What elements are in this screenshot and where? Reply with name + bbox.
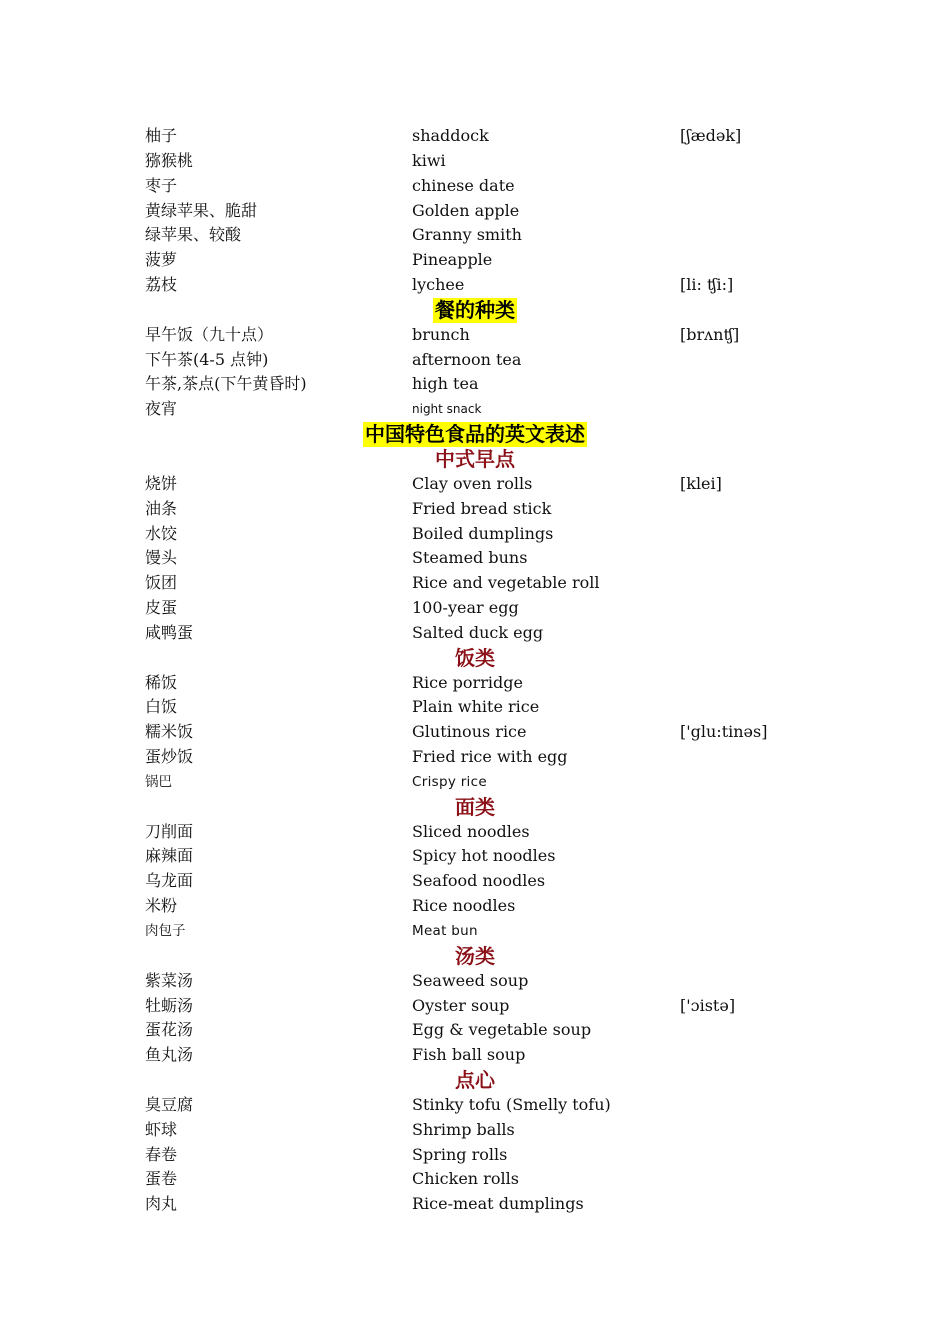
english-term: Oyster soup: [412, 995, 510, 1015]
chinese-term: 臭豆腐: [145, 1094, 194, 1114]
english-term: Spicy hot noodles: [412, 846, 556, 866]
chinese-term: 黄绿苹果、脆甜: [145, 200, 258, 220]
vocab-row: [0, 720, 950, 745]
chinese-term: 锅巴: [145, 773, 172, 790]
phonetic: [brʌnʧ]: [680, 324, 740, 344]
english-term: Meat bun: [412, 923, 478, 939]
vocab-row: [0, 472, 950, 497]
vocab-row: [0, 1167, 950, 1192]
vocab-row: [0, 1118, 950, 1143]
section-heading: [0, 795, 950, 820]
english-term: brunch: [412, 324, 470, 344]
chinese-term: 油条: [145, 498, 178, 518]
english-term: Plain white rice: [412, 697, 540, 717]
section-heading: [0, 1068, 950, 1093]
vocab-row: [0, 820, 950, 845]
vocab-row: [0, 596, 950, 621]
chinese-term: 蛋炒饭: [145, 747, 194, 767]
section-heading-text: 餐的种类: [435, 297, 515, 322]
chinese-term: 虾球: [145, 1119, 178, 1139]
chinese-term: 绿苹果、较酸: [145, 225, 242, 245]
section-heading: [0, 944, 950, 969]
phonetic: [ʃædək]: [680, 126, 742, 145]
english-term: shaddock: [412, 126, 489, 145]
english-term: Rice-meat dumplings: [412, 1194, 584, 1214]
english-term: kiwi: [412, 150, 446, 170]
phonetic: [klei]: [680, 473, 722, 493]
chinese-term: 柚子: [145, 126, 178, 145]
english-term: Rice and vegetable roll: [412, 573, 600, 593]
english-term: Seafood noodles: [412, 871, 546, 891]
chinese-term: 枣子: [145, 175, 178, 195]
english-term: chinese date: [412, 175, 515, 195]
section-heading: [0, 422, 950, 447]
phonetic: [li: ʧi:]: [680, 275, 734, 295]
vocab-row: [0, 671, 950, 696]
vocab-row: [0, 621, 950, 646]
chinese-term: 下午茶(4-5 点钟): [145, 349, 269, 369]
phonetic: ['ɔistə]: [680, 995, 736, 1015]
chinese-term: 烧饼: [145, 473, 178, 493]
chinese-term: 牡蛎汤: [145, 995, 194, 1015]
vocab-row: [0, 770, 950, 795]
vocab-row: [0, 695, 950, 720]
english-term: Fried bread stick: [412, 498, 552, 518]
chinese-term: 鱼丸汤: [145, 1045, 194, 1065]
phonetic: ['glu:tinəs]: [680, 722, 768, 742]
vocab-row: [0, 1143, 950, 1168]
chinese-term: 春卷: [145, 1144, 178, 1164]
chinese-term: 夜宵: [145, 399, 178, 419]
english-term: Stinky tofu (Smelly tofu): [412, 1094, 611, 1114]
english-term: Crispy rice: [412, 773, 487, 790]
vocab-row: [0, 745, 950, 770]
english-term: lychee: [412, 275, 465, 295]
chinese-term: 乌龙面: [145, 871, 194, 891]
english-term: afternoon tea: [412, 349, 522, 369]
chinese-term: 紫菜汤: [145, 970, 194, 990]
chinese-term: 肉包子: [145, 923, 186, 939]
english-term: Granny smith: [412, 225, 522, 245]
section-heading-text: 饭类: [455, 645, 495, 670]
english-term: Shrimp balls: [412, 1119, 515, 1139]
vocab-row: [0, 223, 950, 248]
section-heading-text: 中国特色食品的英文表述: [365, 422, 585, 447]
chinese-term: 白饭: [145, 697, 178, 717]
vocab-row: [0, 919, 950, 944]
section-heading: [0, 646, 950, 671]
section-heading-text: 面类: [455, 794, 495, 819]
vocab-row: [0, 546, 950, 571]
vocab-row: [0, 1192, 950, 1217]
chinese-term: 麻辣面: [145, 846, 194, 866]
english-term: Seaweed soup: [412, 970, 529, 990]
section-heading-text: 汤类: [455, 943, 495, 968]
english-term: Steamed buns: [412, 548, 528, 568]
vocab-row: [0, 1093, 950, 1118]
vocab-row: [0, 348, 950, 373]
vocab-row: [0, 124, 950, 149]
vocab-row: [0, 273, 950, 298]
section-heading: [0, 298, 950, 323]
english-term: Salted duck egg: [412, 622, 544, 642]
vocab-row: [0, 174, 950, 199]
chinese-term: 蛋卷: [145, 1169, 178, 1189]
chinese-term: 刀削面: [145, 821, 194, 841]
document-page: [0, 124, 950, 1217]
vocab-row: [0, 844, 950, 869]
vocab-row: [0, 149, 950, 174]
chinese-term: 馒头: [145, 548, 178, 568]
chinese-term: 菠萝: [145, 250, 178, 270]
chinese-term: 稀饭: [145, 672, 178, 692]
section-heading-text: 中式早点: [435, 446, 515, 471]
chinese-term: 水饺: [145, 523, 178, 543]
english-term: night snack: [412, 402, 482, 417]
vocab-row: [0, 869, 950, 894]
section-heading: [0, 447, 950, 472]
vocab-row: [0, 522, 950, 547]
vocab-row: [0, 372, 950, 397]
chinese-term: 皮蛋: [145, 598, 178, 618]
chinese-term: 荔枝: [145, 275, 178, 295]
section-heading-text: 点心: [455, 1068, 495, 1093]
vocab-row: [0, 1018, 950, 1043]
english-term: Rice noodles: [412, 896, 516, 916]
vocab-row: [0, 994, 950, 1019]
chinese-term: 肉丸: [145, 1194, 178, 1214]
english-term: Boiled dumplings: [412, 523, 554, 543]
chinese-term: 糯米饭: [145, 722, 194, 742]
vocab-row: [0, 397, 950, 422]
chinese-term: 饭团: [145, 573, 178, 593]
english-term: Egg & vegetable soup: [412, 1020, 592, 1040]
chinese-term: 蛋花汤: [145, 1020, 194, 1040]
english-term: Clay oven rolls: [412, 473, 533, 493]
english-term: Pineapple: [412, 250, 493, 270]
vocab-row: [0, 497, 950, 522]
vocab-row: [0, 969, 950, 994]
vocab-row: [0, 894, 950, 919]
chinese-term: 猕猴桃: [145, 150, 194, 170]
english-term: Fried rice with egg: [412, 747, 568, 767]
vocab-row: [0, 248, 950, 273]
english-term: high tea: [412, 374, 479, 394]
vocab-row: [0, 571, 950, 596]
chinese-term: 米粉: [145, 896, 178, 916]
english-term: 100-year egg: [412, 598, 519, 618]
english-term: Chicken rolls: [412, 1169, 519, 1189]
chinese-term: 早午饭（九十点）: [145, 324, 274, 344]
english-term: Spring rolls: [412, 1144, 508, 1164]
english-term: Golden apple: [412, 200, 520, 220]
english-term: Rice porridge: [412, 672, 523, 692]
chinese-term: 咸鸭蛋: [145, 622, 194, 642]
english-term: Fish ball soup: [412, 1045, 526, 1065]
chinese-term: 午茶,茶点(下午黄昏时): [145, 374, 307, 394]
vocab-row: [0, 199, 950, 224]
english-term: Sliced noodles: [412, 821, 530, 841]
english-term: Glutinous rice: [412, 722, 527, 742]
vocab-row: [0, 323, 950, 348]
vocab-row: [0, 1043, 950, 1068]
